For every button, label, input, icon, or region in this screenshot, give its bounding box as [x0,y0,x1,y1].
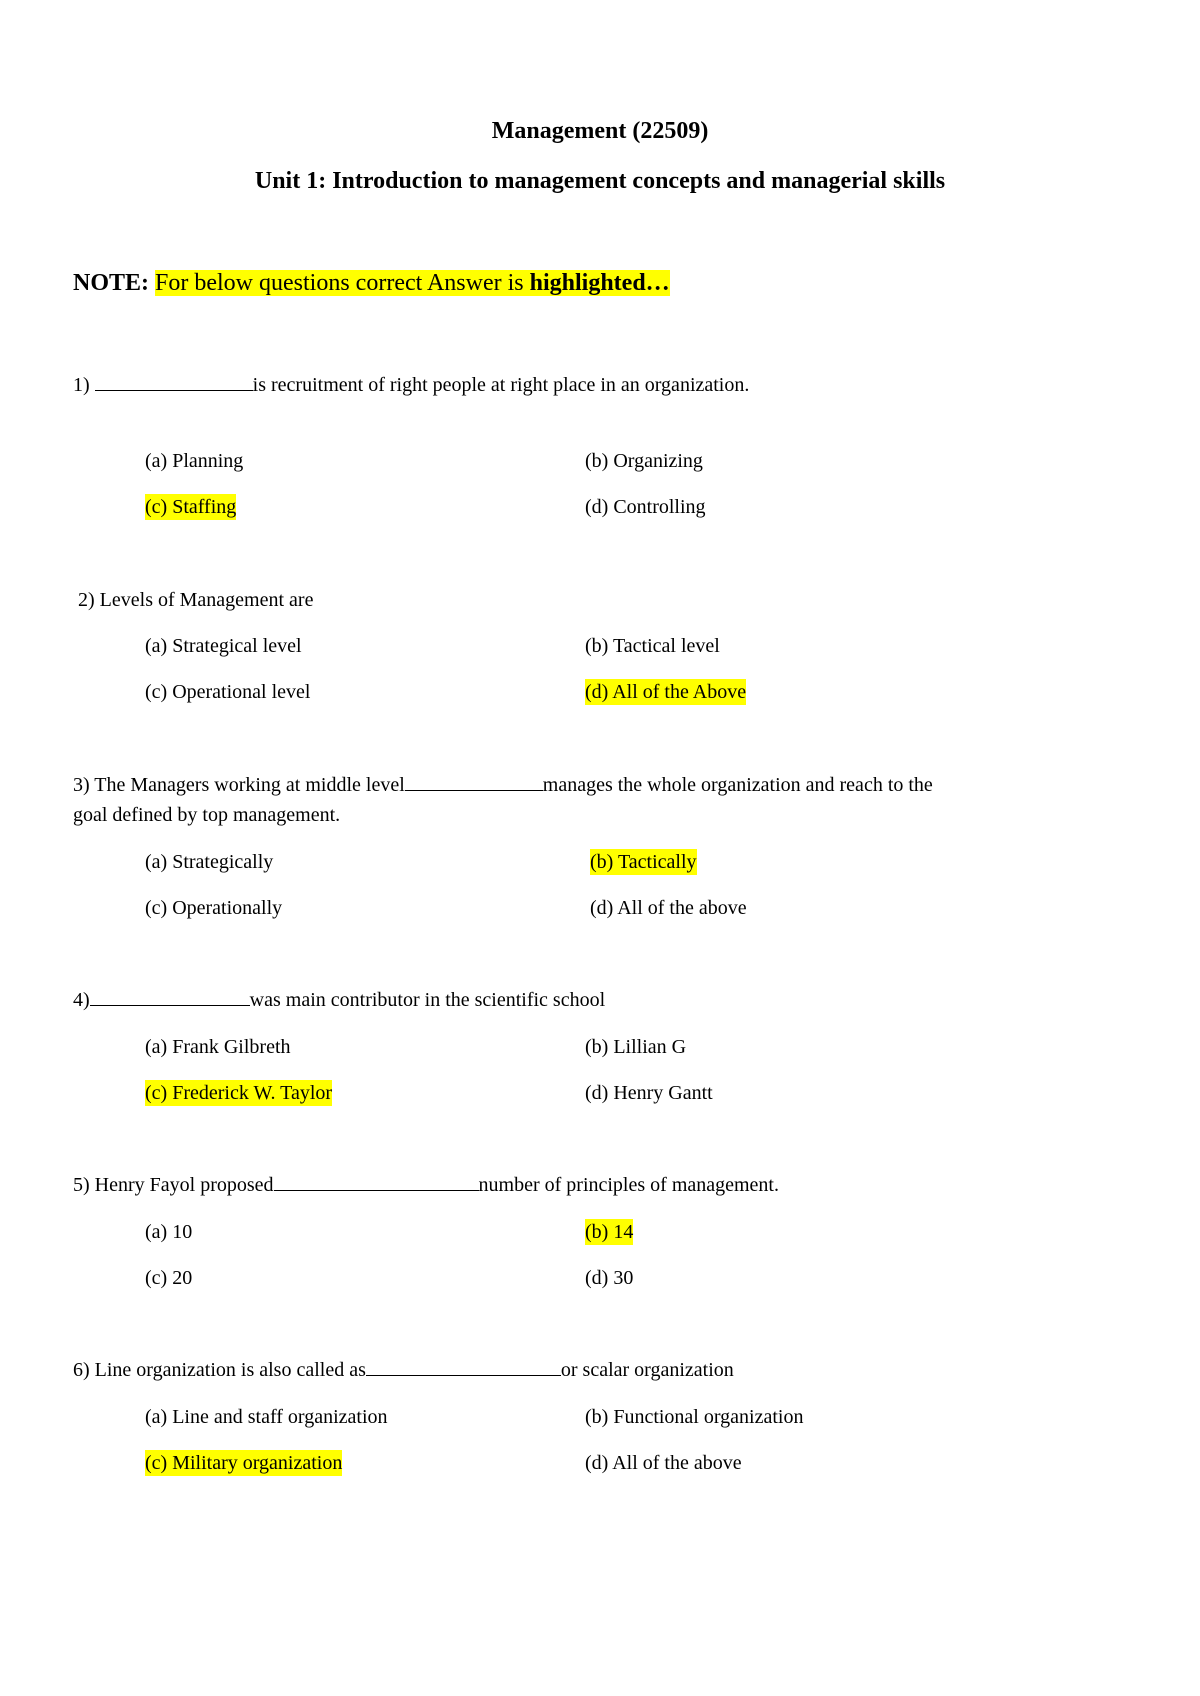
question-6-option-b: (b) Functional organization [585,1406,804,1428]
question-6-option-a: (a) Line and staff organization [145,1406,388,1428]
question-4-option-d: (d) Henry Gantt [585,1082,713,1104]
question-2-text: 2) Levels of Management are [78,589,314,611]
question-5-option-c: (c) 20 [145,1267,193,1289]
question-4 [73,985,605,1015]
question-1-option-d: (d) Controlling [585,496,706,518]
question-6 [73,1355,734,1385]
note-text-bold: highlighted… [529,270,670,296]
question-3-option-d: (d) All of the above [590,897,747,919]
question-3-blank [405,772,543,791]
question-5-text: number of principles of management. [478,1174,779,1196]
question-6-option-d: (d) All of the above [585,1452,742,1474]
note-label: NOTE: [73,270,150,296]
question-3-option-c: (c) Operationally [145,897,283,919]
question-5-option-a: (a) 10 [145,1221,193,1243]
question-3-prefix: 3) The Managers working at middle level [73,774,405,796]
question-4-prefix: 4) [73,989,90,1011]
note-text: For below questions correct Answer is [155,270,530,296]
question-3 [73,770,933,800]
question-3-line-2: goal defined by top management. [73,804,341,826]
question-1-text: is recruitment of right people at right place in an organization. [252,374,750,396]
question-5-prefix: 5) Henry Fayol proposed [73,1174,274,1196]
question-6-prefix: 6) Line organization is also called as [73,1359,366,1381]
question-6-text: or scalar organization [560,1359,734,1381]
question-3-text: manages the whole organization and reach to the [542,774,933,796]
question-6-option-c-correct: (c) Military organization [145,1452,343,1474]
question-1-option-c-correct: (c) Staffing [145,496,237,518]
question-4-text: was main contributor in the scientific school [249,989,606,1011]
note-line [73,270,670,297]
question-2-option-c: (c) Operational level [145,681,311,703]
question-1-option-b: (b) Organizing [585,450,703,472]
question-5 [73,1170,779,1200]
question-1-option-a: (a) Planning [145,450,244,472]
question-2-option-b: (b) Tactical level [585,635,720,657]
question-3-option-a: (a) Strategically [145,851,274,873]
question-2 [78,585,313,615]
question-2-option-a: (a) Strategical level [145,635,302,657]
document-title: Management (22509) [491,118,709,144]
question-5-option-d: (d) 30 [585,1267,634,1289]
question-2-option-d-correct: (d) All of the Above [585,681,747,703]
question-4-blank [90,987,250,1006]
question-1-blank [95,372,253,391]
note-highlight-text [155,270,670,296]
question-4-option-a: (a) Frank Gilbreth [145,1036,291,1058]
question-1 [73,370,749,400]
question-1-prefix: 1) [73,374,95,396]
question-6-blank [366,1357,561,1376]
question-4-option-b: (b) Lillian G [585,1036,687,1058]
question-5-blank [274,1172,479,1191]
question-3-option-b-correct: (b) Tactically [590,851,697,873]
question-5-option-b-correct: (b) 14 [585,1221,634,1243]
unit-heading: Unit 1: Introduction to management concepts and managerial skills [254,168,946,194]
question-4-option-c-correct: (c) Frederick W. Taylor [145,1082,333,1104]
